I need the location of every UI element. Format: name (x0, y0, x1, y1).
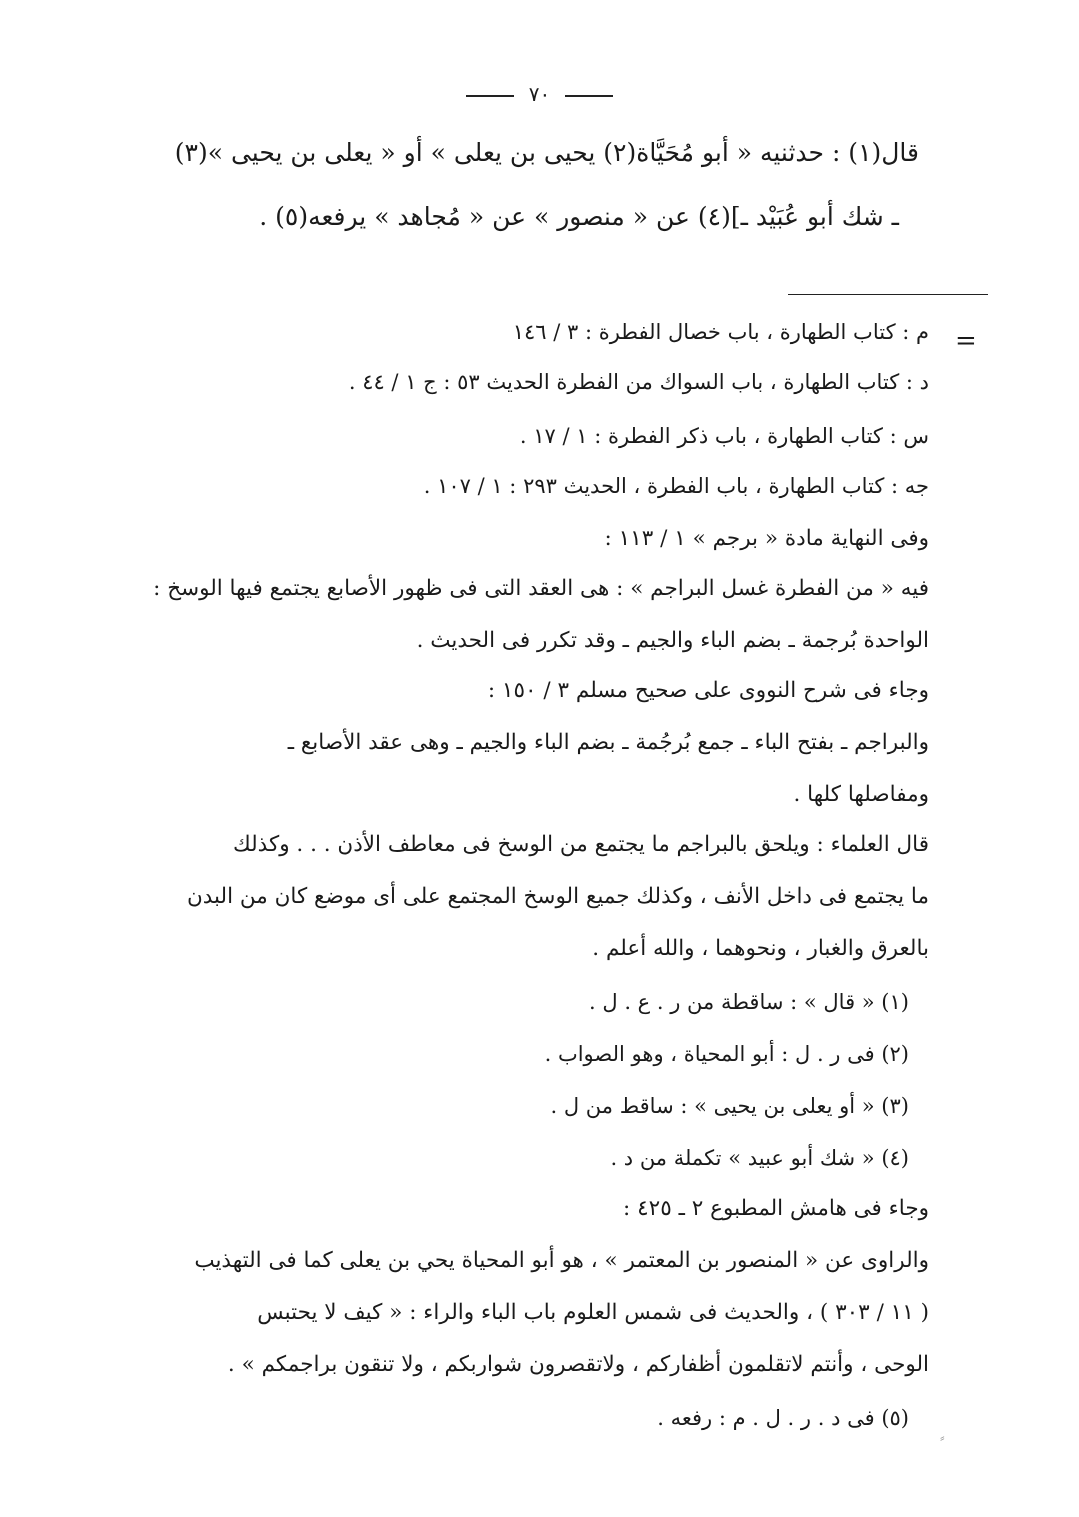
numbered-note-3: (٣) « أو يعلى بن يحيى » : ساقط من ل . (550, 1094, 909, 1118)
hamish-line-3: الوحى ، وأنتم لاتقلمون أظفاركم ، ولاتقصرون شواربكم ، ولا تنقون براجمكم » . (227, 1352, 929, 1377)
hamish-line-2: ( ١١ / ٣٠٣ ) ، والحديث فى شمس العلوم باب الباء والراء : « كيف لا يحتبس (257, 1300, 929, 1325)
scan-speck: ⸗ (940, 1430, 945, 1446)
reference-ibn-majah: جه : كتاب الطهارة ، باب الفطرة ، الحديث ٢٩٣ : ١ / ١٠٧ . (423, 474, 929, 498)
page-number (0, 82, 1079, 106)
ulama-line-2: ما يجتمع فى داخل الأنف ، وكذلك جميع الوسخ المجتمع على أى موضع كان من البدن (186, 884, 929, 909)
reference-abu-dawud: د : كتاب الطهارة ، باب السواك من الفطرة الحديث ٥٣ : ج ١ / ٤٤ . (348, 370, 929, 394)
numbered-note-1: (١) « قال » : ساقطة من ر . ع . ل . (589, 990, 909, 1014)
hamish-intro: وجاء فى هامش المطبوع ٢ ـ ٤٢٥ : (623, 1196, 929, 1221)
nihaya-text-line-2: الواحدة بُرجمة ـ بضم الباء والجيم ـ وقد تكرر فى الحديث . (416, 628, 929, 653)
hamish-line-1: والراوى عن « المنصور بن المعتمر » ، هو أبو المحياة يحي بن يعلى كما فى التهذيب (194, 1248, 929, 1273)
main-text-line-2: ـ شك أبو عُبَيْد ـ](٤) عن « منصور » عن « مُجاهد » يرفعه(٥) . (259, 202, 899, 231)
nawawi-text-line-2: ومفاصلها كلها . (793, 782, 929, 807)
continuation-equals-mark: = (955, 326, 977, 356)
page-number-left-dash (466, 95, 514, 97)
page-number-right-dash (565, 95, 613, 97)
nihaya-intro: وفى النهاية مادة « برجم » ١ / ١١٣ : (604, 526, 929, 551)
nawawi-intro: وجاء فى شرح النووى على صحيح مسلم ٣ / ١٥٠ : (487, 678, 929, 703)
numbered-note-2: (٢) فى ر . ل : أبو المحياة ، وهو الصواب . (544, 1042, 909, 1066)
nawawi-text-line-1: والبراجم ـ بفتح الباء ـ جمع بُرجُمة ـ بضم الباء والجيم ـ وهى عقد الأصابع ـ (287, 730, 929, 755)
ulama-line-3: بالعرق والغبار ، ونحوهما ، والله أعلم . (592, 936, 929, 961)
ulama-line-1: قال العلماء : ويلحق بالبراجم ما يجتمع من الوسخ فى معاطف الأذن . . . وكذلك (233, 832, 929, 857)
footnote-separator (788, 294, 988, 295)
main-text-line-1: قال(١) : حدثنيه « أبو مُحَيَّاة(٢) يحيى بن يعلى » أو « يعلى بن يحيى »(٣) (174, 138, 919, 167)
reference-nasai: س : كتاب الطهارة ، باب ذكر الفطرة : ١ / ١٧ . (519, 424, 929, 448)
reference-muslim: م : كتاب الطهارة ، باب خصال الفطرة : ٣ / ١٤٦ (512, 320, 929, 344)
numbered-note-5: (٥) فى د . ر . ل . م : رفعه . (657, 1406, 909, 1430)
page-number-text: ٧٠ (528, 82, 551, 106)
numbered-note-4: (٤) « شك أبو عبيد » تكملة من د . (610, 1146, 909, 1170)
nihaya-text-line-1: فيه « من الفطرة غسل البراجم » : هى العقد التى فى ظهور الأصابع يجتمع فيها الوسخ : (153, 576, 929, 601)
